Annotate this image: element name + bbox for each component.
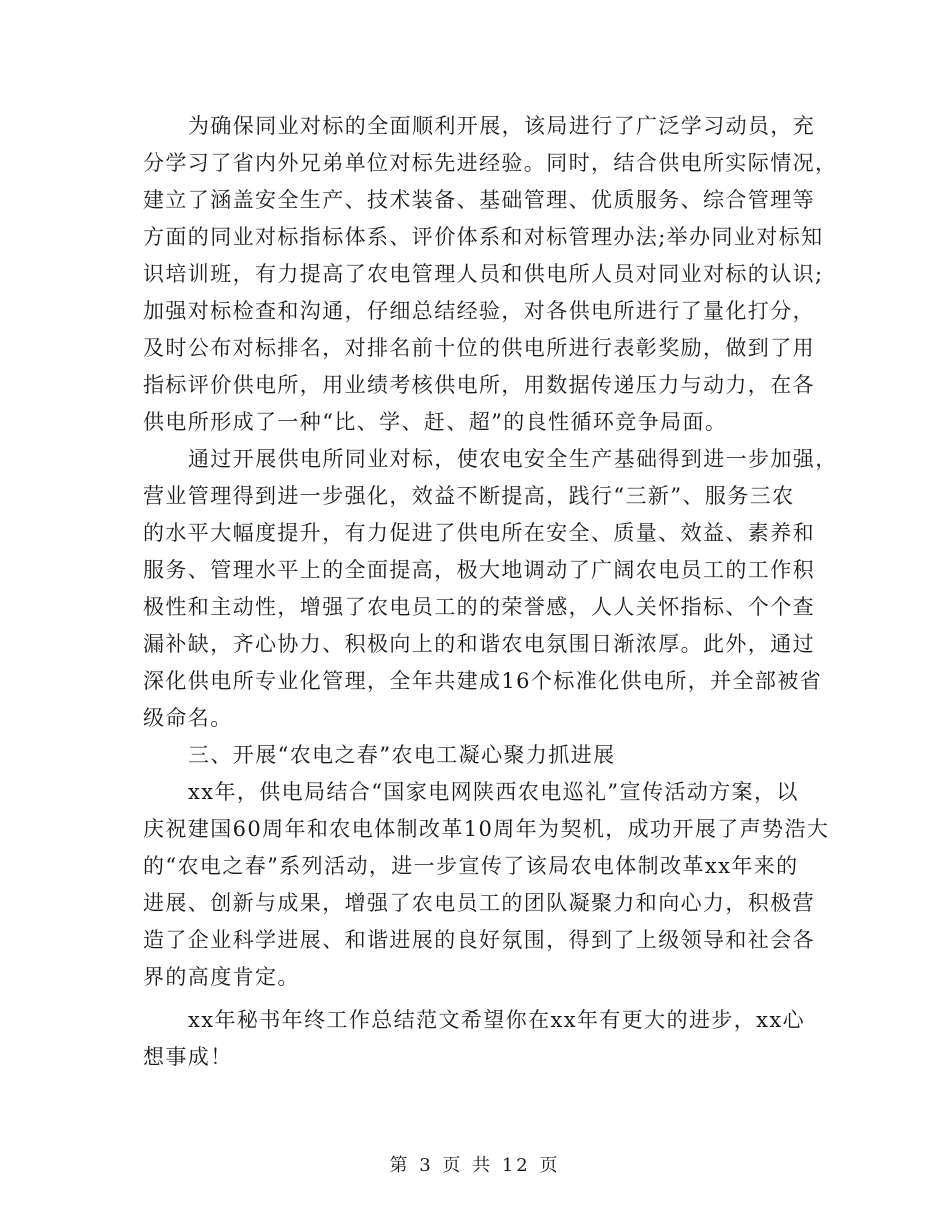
paragraph-1-line-2: 分学习了省内外兄弟单位对标先进经验。同时，结合供电所实际情况， — [143, 151, 838, 175]
closing-line-1: xx年秘书年终工作总结范文希望你在xx年有更大的进步，xx心 — [188, 1008, 806, 1032]
paragraph-2-line-5: 极性和主动性，增强了农电员工的的荣誉感，人人关怀指标、个个查 — [143, 595, 815, 619]
paragraph-2-line-6: 漏补缺，齐心协力、积极向上的和谐农电氛围日渐浓厚。此外，通过 — [143, 632, 815, 656]
paragraph-1-line-8: 指标评价供电所，用业绩考核供电所，用数据传递压力与动力，在各 — [143, 373, 815, 397]
paragraph-2-line-7: 深化供电所专业化管理，全年共建成16个标准化供电所，并全部被省 — [143, 669, 823, 693]
paragraph-3-line-6: 界的高度肯定。 — [143, 965, 300, 989]
paragraph-2-line-8: 级命名。 — [143, 706, 233, 730]
section-heading: 三、开展“农电之春”农电工凝心聚力抓进展 — [188, 743, 616, 767]
paragraph-2-line-2: 营业管理得到进一步强化，效益不断提高，践行“三新”、服务三农 — [143, 484, 795, 508]
paragraph-3-line-3: 的“农电之春”系列活动，进一步宣传了该局农电体制改革xx年来的 — [143, 854, 799, 878]
paragraph-3-line-4: 进展、创新与成果，增强了农电员工的团队凝聚力和向心力，积极营 — [143, 891, 815, 915]
paragraph-3-line-1: xx年，供电局结合“国家电网陕西农电巡礼”宣传活动方案，以 — [188, 780, 799, 804]
paragraph-3-line-5: 造了企业科学进展、和谐进展的良好氛围，得到了上级领导和社会各 — [143, 928, 815, 952]
paragraph-1-line-3: 建立了涵盖安全生产、技术装备、基础管理、优质服务、综合管理等 — [143, 188, 815, 212]
paragraph-1-line-4: 方面的同业对标指标体系、评价体系和对标管理办法;举办同业对标知 — [143, 225, 824, 249]
paragraph-1-line-9: 供电所形成了一种“比、学、赶、超”的良性循环竞争局面。 — [143, 410, 728, 434]
page-number-footer: 第 3 页 共 12 页 — [389, 1155, 561, 1176]
paragraph-1-line-5: 识培训班，有力提高了农电管理人员和供电所人员对同业对标的认识; — [143, 262, 824, 286]
paragraph-2-line-3: 的水平大幅度提升，有力促进了供电所在安全、质量、效益、素养和 — [143, 521, 815, 545]
paragraph-1-line-6: 加强对标检查和沟通，仔细总结经验，对各供电所进行了量化打分， — [143, 299, 815, 323]
paragraph-2-line-1: 通过开展供电所同业对标，使农电安全生产基础得到进一步加强， — [188, 447, 838, 471]
paragraph-1-line-1: 为确保同业对标的全面顺利开展，该局进行了广泛学习动员，充 — [188, 114, 816, 138]
closing-line-2: 想事成！ — [143, 1045, 233, 1069]
paragraph-1-line-7: 及时公布对标排名，对排名前十位的供电所进行表彰奖励，做到了用 — [143, 336, 815, 360]
paragraph-3-line-2: 庆祝建国60周年和农电体制改革10周年为契机，成功开展了声势浩大 — [143, 817, 830, 841]
paragraph-2-line-4: 服务、管理水平上的全面提高，极大地调动了广阔农电员工的工作积 — [143, 558, 815, 582]
